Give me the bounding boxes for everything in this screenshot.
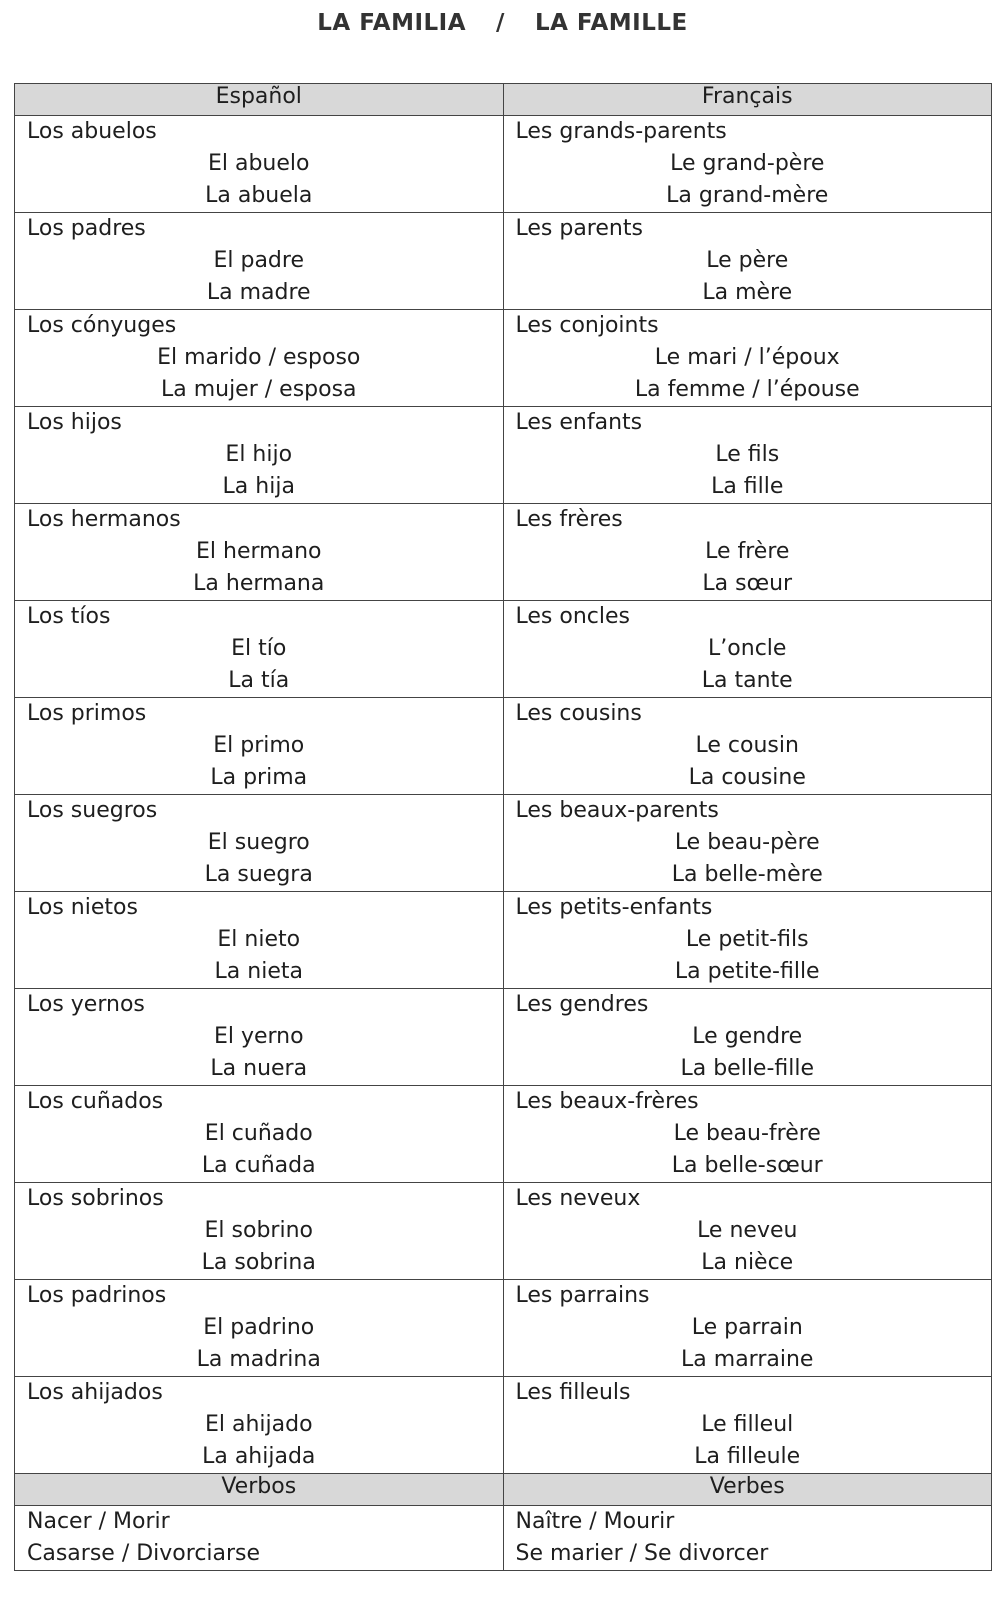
family-group-term: Los hermanos [27,507,181,532]
french-cell [503,892,992,989]
family-group-term: Les frères [515,507,623,532]
verbs-french-cell [503,1506,992,1571]
masculine-term: El marido / esposo [157,345,361,370]
masculine-term: El abuelo [207,151,310,176]
spanish-cell [15,989,504,1086]
verb-pair: Casarse / Divorciarse [27,1541,261,1566]
family-group-term: Los padrinos [27,1283,167,1308]
verbs-header-row [15,1474,992,1506]
family-group-term: Les gendres [515,992,649,1017]
masculine-term: Le beau-frère [673,1121,821,1146]
french-cell [503,698,992,795]
table-row [15,1280,992,1377]
french-cell [503,795,992,892]
masculine-term: El suegro [207,830,310,855]
family-group-term: Les neveux [515,1186,641,1211]
family-group-term: Les conjoints [515,313,659,338]
feminine-term: La abuela [205,183,313,208]
family-group-term: Les beaux-parents [515,798,719,823]
masculine-term: Le père [706,248,789,273]
feminine-term: La nuera [210,1056,308,1081]
masculine-term: El yerno [213,1024,304,1049]
family-group-term: Los tíos [27,604,111,629]
family-group-term: Los sobrinos [27,1186,164,1211]
family-group-term: Los nietos [27,895,138,920]
feminine-term: La fille [711,474,784,499]
table-row [15,213,992,310]
table-row [15,310,992,407]
verb-pair: Naître / Mourir [515,1509,675,1534]
feminine-term: La mujer / esposa [160,377,357,402]
masculine-term: Le filleul [701,1412,794,1437]
french-cell [503,1086,992,1183]
spanish-cell [15,1280,504,1377]
family-group-term: Les beaux-frères [515,1089,699,1114]
feminine-term: La prima [210,765,308,790]
french-cell [503,989,992,1086]
masculine-term: Le fils [715,442,780,467]
title-spanish: LA FAMILIA [317,10,467,36]
vocabulary-rows [15,116,992,1474]
feminine-term: La hermana [193,571,325,596]
french-cell [503,1377,992,1474]
table-row [15,407,992,504]
masculine-term: El hermano [196,539,322,564]
verb-pair: Nacer / Morir [27,1509,170,1534]
family-group-term: Los suegros [27,798,158,823]
masculine-term: El tío [231,636,287,661]
spanish-cell [15,795,504,892]
french-cell [503,310,992,407]
verb-pair: Se marier / Se divorcer [515,1541,769,1566]
title-separator: / [496,10,505,36]
feminine-term: La hija [222,474,295,499]
verbs-header-spanish: Verbos [15,1474,504,1506]
spanish-cell [15,116,504,213]
feminine-term: La madrina [196,1347,321,1372]
masculine-term: El hijo [225,442,293,467]
masculine-term: El ahijado [204,1412,313,1437]
french-cell [503,601,992,698]
feminine-term: La cousine [688,765,806,790]
feminine-term: La filleule [694,1444,801,1469]
french-cell [503,213,992,310]
table-row [15,601,992,698]
feminine-term: La femme / l’épouse [634,377,860,402]
masculine-term: El nieto [217,927,301,952]
masculine-term: Le parrain [691,1315,803,1340]
masculine-term: Le beau-père [674,830,820,855]
family-group-term: Los padres [27,216,146,241]
family-group-term: Les filleuls [515,1380,631,1405]
table-row [15,116,992,213]
family-group-term: Los cuñados [27,1089,164,1114]
feminine-term: La tía [228,668,290,693]
family-group-term: Los abuelos [27,119,157,144]
page-title [0,10,1005,36]
masculine-term: Le petit-fils [685,927,809,952]
feminine-term: La tante [701,668,793,693]
table-row [15,698,992,795]
masculine-term: Le frère [705,539,790,564]
feminine-term: La nièce [701,1250,794,1275]
feminine-term: La madre [206,280,311,305]
column-header-spanish: Español [15,84,504,116]
family-group-term: Les cousins [515,701,642,726]
family-group-term: Los primos [27,701,147,726]
masculine-term: L’oncle [708,636,787,661]
french-cell [503,1280,992,1377]
spanish-cell [15,892,504,989]
french-cell [503,504,992,601]
feminine-term: La marraine [681,1347,814,1372]
family-group-term: Les oncles [515,604,630,629]
verbs-header-french: Verbes [503,1474,992,1506]
masculine-term: Le grand-père [670,151,825,176]
table-row [15,892,992,989]
title-french: LA FAMILLE [534,10,688,36]
feminine-term: La ahijada [202,1444,316,1469]
feminine-term: La grand-mère [666,183,829,208]
table-row [15,1377,992,1474]
masculine-term: El padre [213,248,304,273]
feminine-term: La mère [702,280,793,305]
table-row [15,795,992,892]
verbs-row [15,1506,992,1571]
feminine-term: La sœur [702,571,793,596]
masculine-term: Le neveu [697,1218,798,1243]
french-cell [503,116,992,213]
family-group-term: Les enfants [515,410,643,435]
spanish-cell [15,213,504,310]
masculine-term: El padrino [203,1315,315,1340]
family-group-term: Les petits-enfants [515,895,713,920]
table-row [15,989,992,1086]
masculine-term: Le mari / l’époux [654,345,840,370]
spanish-cell [15,504,504,601]
feminine-term: La belle-mère [671,862,823,887]
table-row [15,1086,992,1183]
french-cell [503,1183,992,1280]
family-group-term: Los ahijados [27,1380,163,1405]
verbs-spanish-cell [15,1506,504,1571]
feminine-term: La belle-sœur [671,1153,823,1178]
column-header-french: Français [503,84,992,116]
masculine-term: El sobrino [204,1218,313,1243]
feminine-term: La belle-fille [680,1056,815,1081]
spanish-cell [15,310,504,407]
feminine-term: La cuñada [201,1153,316,1178]
masculine-term: El cuñado [204,1121,313,1146]
feminine-term: La petite-fille [674,959,820,984]
family-group-term: Les parrains [515,1283,650,1308]
family-group-term: Los hijos [27,410,122,435]
masculine-term: El primo [213,733,305,758]
masculine-term: Le cousin [695,733,799,758]
family-group-term: Los cónyuges [27,313,177,338]
family-group-term: Los yernos [27,992,145,1017]
spanish-cell [15,601,504,698]
spanish-cell [15,1183,504,1280]
table-row [15,1183,992,1280]
feminine-term: La suegra [204,862,313,887]
feminine-term: La sobrina [201,1250,316,1275]
table-row [15,504,992,601]
masculine-term: Le gendre [692,1024,803,1049]
feminine-term: La nieta [214,959,303,984]
spanish-cell [15,1377,504,1474]
family-group-term: Les grands-parents [515,119,727,144]
spanish-cell [15,407,504,504]
vocabulary-table [14,83,992,1571]
french-cell [503,407,992,504]
header-row [15,84,992,116]
spanish-cell [15,1086,504,1183]
spanish-cell [15,698,504,795]
family-group-term: Les parents [515,216,643,241]
